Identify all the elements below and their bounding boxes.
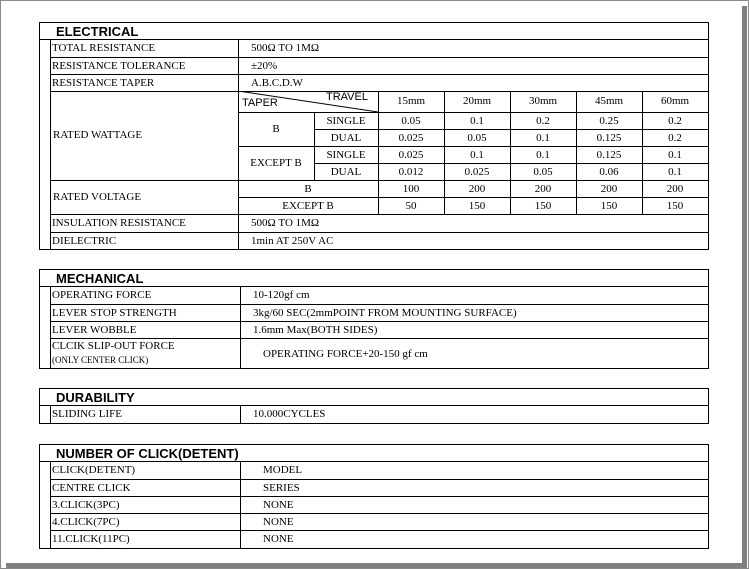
- wattage-value-cell: 0.2: [668, 132, 682, 144]
- taper-group-b: B: [272, 123, 280, 135]
- table-row: [50, 338, 708, 369]
- wattage-value-cell: 0.1: [470, 149, 484, 161]
- row-label: CENTRE CLICK: [52, 482, 131, 494]
- voltage-value-cell: 200: [468, 183, 486, 195]
- row-label: RESISTANCE TOLERANCE: [52, 60, 186, 72]
- row-value: SERIES: [263, 482, 300, 494]
- table-row: [50, 462, 708, 479]
- row-label: CLICK(DETENT): [52, 464, 136, 476]
- row-label: INSULATION RESISTANCE: [52, 217, 186, 229]
- row-label: CLCIK SLIP-OUT FORCE: [52, 340, 175, 352]
- wattage-value-cell: 0.2: [668, 115, 682, 127]
- row-value: ±20%: [251, 60, 278, 72]
- wattage-value-cell: 0.1: [470, 115, 484, 127]
- table-row: [50, 57, 708, 74]
- wattage-value-cell: 0.1: [536, 149, 550, 161]
- wattage-value-cell: 0.1: [536, 132, 550, 144]
- travel-column-header: 45mm: [594, 95, 624, 107]
- voltage-value-cell: 100: [402, 183, 420, 195]
- wattage-type-cell: DUAL: [330, 166, 362, 178]
- travel-column-header: 60mm: [660, 95, 690, 107]
- travel-header: TRAVEL: [326, 91, 368, 103]
- row-label: RESISTANCE TAPER: [52, 77, 155, 89]
- wattage-value-cell: 0.125: [596, 132, 622, 144]
- section-title: MECHANICAL: [40, 270, 708, 287]
- table-row: [50, 40, 708, 57]
- row-value: OPERATING FORCE+20-150 gf cm: [263, 348, 428, 360]
- rated-voltage-label: RATED VOLTAGE: [53, 191, 142, 203]
- row-label: LEVER WOBBLE: [52, 324, 137, 336]
- electrical-section: [39, 22, 709, 250]
- row-label: 4.CLICK(7PC): [52, 516, 120, 528]
- wattage-value-cell: 0.012: [398, 166, 424, 178]
- window-shadow-bottom: [6, 563, 747, 568]
- table-row: [50, 321, 708, 338]
- taper-group-except-b: EXCEPT B: [250, 157, 302, 169]
- wattage-value-cell: 0.025: [398, 149, 424, 161]
- section-title: DURABILITY: [40, 389, 708, 406]
- rated-wattage-label: RATED WATTAGE: [53, 129, 143, 141]
- table-row: [50, 232, 708, 249]
- wattage-value-cell: 0.125: [596, 149, 622, 161]
- wattage-value-cell: 0.25: [599, 115, 619, 127]
- taper-travel-header: [238, 91, 378, 112]
- wattage-value-cell: 0.1: [668, 166, 682, 178]
- row-label: SLIDING LIFE: [52, 408, 122, 420]
- wattage-value-cell: 0.025: [398, 132, 424, 144]
- row-value: A.B.C.D.W: [251, 77, 303, 89]
- row-value: 3kg/60 SEC(2mmPOINT FROM MOUNTING SURFACE): [253, 307, 517, 319]
- voltage-taper-b: B: [304, 183, 312, 195]
- wattage-type-cell: SINGLE: [326, 149, 366, 161]
- window-shadow-right: [742, 6, 747, 568]
- voltage-value-cell: 200: [600, 183, 618, 195]
- row-label: 3.CLICK(3PC): [52, 499, 120, 511]
- voltage-value-cell: 150: [468, 200, 486, 212]
- voltage-taper-except-b: EXCEPT B: [282, 200, 334, 212]
- durability-section: [39, 388, 709, 424]
- row-label: LEVER STOP STRENGTH: [52, 307, 177, 319]
- wattage-value-cell: 0.2: [536, 115, 550, 127]
- voltage-value-cell: 150: [600, 200, 618, 212]
- row-value: NONE: [263, 533, 294, 545]
- wattage-value-cell: 0.025: [464, 166, 490, 178]
- row-value: 500Ω TO 1MΩ: [251, 217, 320, 229]
- row-value: MODEL: [263, 464, 303, 476]
- row-value: 1.6mm Max(BOTH SIDES): [253, 324, 378, 336]
- row-value: 10.000CYCLES: [253, 408, 326, 420]
- row-label: TOTAL RESISTANCE: [52, 42, 156, 54]
- row-label: 11.CLICK(11PC): [52, 533, 130, 545]
- taper-header: TAPER: [242, 97, 278, 109]
- wattage-value-cell: 0.05: [467, 132, 487, 144]
- row-value: 1min AT 250V AC: [251, 235, 334, 247]
- table-row: [50, 530, 708, 549]
- section-title: ELECTRICAL: [40, 23, 708, 40]
- wattage-type-cell: DUAL: [330, 132, 362, 144]
- wattage-value-cell: 0.06: [599, 166, 619, 178]
- wattage-value-cell: 0.05: [401, 115, 421, 127]
- travel-column-header: 20mm: [462, 95, 492, 107]
- table-row: [50, 74, 708, 91]
- mechanical-section: [39, 269, 709, 369]
- voltage-value-cell: 200: [666, 183, 684, 195]
- wattage-value-cell: 0.05: [533, 166, 553, 178]
- voltage-value-cell: 50: [405, 200, 417, 212]
- table-row: [50, 214, 708, 232]
- row-value: NONE: [263, 499, 294, 511]
- row-sublabel: (ONLY CENTER CLICK): [52, 355, 149, 365]
- section-title: NUMBER OF CLICK(DETENT): [40, 445, 708, 462]
- row-label: OPERATING FORCE: [52, 289, 152, 301]
- wattage-value-cell: 0.1: [668, 149, 682, 161]
- voltage-value-cell: 200: [534, 183, 552, 195]
- row-value: NONE: [263, 516, 294, 528]
- table-row: [50, 496, 708, 513]
- travel-column-header: 30mm: [528, 95, 558, 107]
- table-row: [50, 513, 708, 530]
- row-value: 500Ω TO 1MΩ: [251, 42, 320, 54]
- table-row: [50, 287, 708, 304]
- table-row: [50, 406, 708, 424]
- wattage-type-cell: SINGLE: [326, 115, 366, 127]
- table-row: [50, 304, 708, 321]
- voltage-value-cell: 150: [534, 200, 552, 212]
- table-row: [50, 479, 708, 496]
- row-label: DIELECTRIC: [52, 235, 117, 247]
- travel-column-header: 15mm: [396, 95, 426, 107]
- voltage-value-cell: 150: [666, 200, 684, 212]
- click-section: [39, 444, 709, 549]
- row-value: 10-120gf cm: [253, 289, 310, 301]
